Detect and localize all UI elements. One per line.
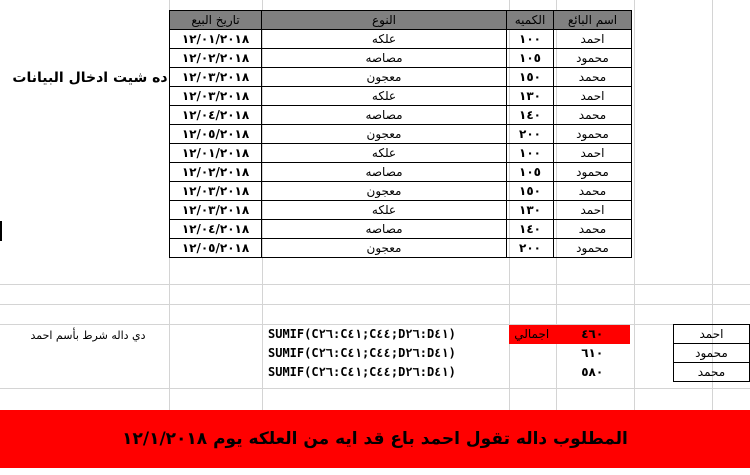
table-row	[170, 182, 632, 201]
cell-type[interactable]: علكه	[262, 144, 507, 163]
seller-name-cell[interactable]: محمود	[673, 344, 749, 363]
cell-type[interactable]: مصاصه	[262, 220, 507, 239]
cell-cursor	[0, 221, 2, 241]
cell-date[interactable]: ١٢/٠٣/٢٠١٨	[170, 87, 262, 106]
summary-row	[262, 344, 750, 363]
task-banner	[0, 410, 750, 468]
cell-qty[interactable]: ٢٠٠	[507, 125, 554, 144]
table-header-row	[170, 11, 632, 30]
cell-qty[interactable]: ٢٠٠	[507, 239, 554, 258]
task-banner-text: المطلوب داله تقول احمد باع قد ايه من العلكه يوم ١٢/١/٢٠١٨	[122, 429, 628, 449]
table-row	[170, 68, 632, 87]
sumif-note: دي داله شرط بأسم احمد	[30, 329, 146, 342]
formula-cell[interactable]: SUMIF(C٢٦:C٤١;C٤٤;D٢٦:D٤١)	[268, 327, 456, 341]
cell-date[interactable]: ١٢/٠٥/٢٠١٨	[170, 125, 262, 144]
table-row	[170, 87, 632, 106]
cell-qty[interactable]: ١٣٠	[507, 87, 554, 106]
empty-cell[interactable]	[509, 363, 555, 382]
cell-date[interactable]: ١٢/٠٥/٢٠١٨	[170, 239, 262, 258]
table-row	[170, 144, 632, 163]
cell-qty[interactable]: ١٠٠	[507, 30, 554, 49]
summary-row	[262, 325, 750, 344]
table-row	[170, 163, 632, 182]
cell-type[interactable]: معجون	[262, 239, 507, 258]
cell-seller[interactable]: محمد	[554, 182, 632, 201]
cell-type[interactable]: معجون	[262, 68, 507, 87]
empty-cell[interactable]	[630, 363, 674, 382]
empty-cell[interactable]	[509, 344, 555, 363]
cell-date[interactable]: ١٢/٠٢/٢٠١٨	[170, 163, 262, 182]
cell-qty[interactable]: ١٣٠	[507, 201, 554, 220]
cell-seller[interactable]: احمد	[554, 144, 632, 163]
cell-qty[interactable]: ١٠٥	[507, 163, 554, 182]
cell-seller[interactable]: محمد	[554, 220, 632, 239]
header-seller[interactable]: اسم البائع	[554, 11, 632, 30]
empty-cell[interactable]	[630, 344, 674, 363]
table-row	[170, 30, 632, 49]
cell-date[interactable]: ١٢/٠١/٢٠١٨	[170, 30, 262, 49]
cell-date[interactable]: ١٢/٠٣/٢٠١٨	[170, 182, 262, 201]
cell-qty[interactable]: ١٤٠	[507, 106, 554, 125]
cell-seller[interactable]: محمود	[554, 239, 632, 258]
cell-seller[interactable]: محمود	[554, 125, 632, 144]
header-type[interactable]: النوع	[262, 11, 507, 30]
cell-seller[interactable]: احمد	[554, 201, 632, 220]
cell-type[interactable]: معجون	[262, 125, 507, 144]
total-value-cell[interactable]: ٦١٠	[581, 346, 604, 360]
summary-row	[262, 363, 750, 382]
cell-seller[interactable]: محمود	[554, 163, 632, 182]
formula-cell[interactable]: SUMIF(C٢٦:C٤١;C٤٤;D٢٦:D٤١)	[268, 365, 456, 379]
summary-table	[262, 324, 750, 382]
cell-date[interactable]: ١٢/٠٤/٢٠١٨	[170, 220, 262, 239]
cell-qty[interactable]: ١٠٥	[507, 49, 554, 68]
table-row	[170, 49, 632, 68]
cell-date[interactable]: ١٢/٠٣/٢٠١٨	[170, 68, 262, 87]
cell-date[interactable]: ١٢/٠٤/٢٠١٨	[170, 106, 262, 125]
cell-seller[interactable]: احمد	[554, 87, 632, 106]
cell-type[interactable]: علكه	[262, 201, 507, 220]
cell-qty[interactable]: ١٠٠	[507, 144, 554, 163]
header-qty[interactable]: الكميه	[507, 11, 554, 30]
sheet-note: ده شيت ادخال البيانات	[12, 70, 168, 86]
cell-type[interactable]: علكه	[262, 87, 507, 106]
cell-qty[interactable]: ١٥٠	[507, 68, 554, 87]
table-row	[170, 239, 632, 258]
total-value-cell[interactable]: ٥٨٠	[581, 365, 604, 379]
sales-table	[169, 10, 632, 258]
cell-type[interactable]: مصاصه	[262, 106, 507, 125]
cell-qty[interactable]: ١٥٠	[507, 182, 554, 201]
header-date[interactable]: تاريخ البيع	[170, 11, 262, 30]
empty-cell[interactable]	[630, 325, 674, 344]
cell-seller[interactable]: محمود	[554, 49, 632, 68]
table-row	[170, 220, 632, 239]
cell-type[interactable]: مصاصه	[262, 163, 507, 182]
formula-cell[interactable]: SUMIF(C٢٦:C٤١;C٤٤;D٢٦:D٤١)	[268, 346, 456, 360]
table-row	[170, 125, 632, 144]
cell-type[interactable]: مصاصه	[262, 49, 507, 68]
total-value-cell[interactable]: ٤٦٠	[555, 325, 630, 344]
cell-seller[interactable]: محمد	[554, 68, 632, 87]
cell-qty[interactable]: ١٤٠	[507, 220, 554, 239]
cell-seller[interactable]: احمد	[554, 30, 632, 49]
total-label-cell[interactable]: اجمالي	[509, 325, 555, 344]
cell-date[interactable]: ١٢/٠١/٢٠١٨	[170, 144, 262, 163]
seller-name-cell[interactable]: احمد	[673, 325, 749, 344]
cell-type[interactable]: علكه	[262, 30, 507, 49]
cell-seller[interactable]: محمد	[554, 106, 632, 125]
seller-name-cell[interactable]: محمد	[673, 363, 749, 382]
table-row	[170, 106, 632, 125]
cell-date[interactable]: ١٢/٠٣/٢٠١٨	[170, 201, 262, 220]
table-row	[170, 201, 632, 220]
cell-type[interactable]: معجون	[262, 182, 507, 201]
cell-date[interactable]: ١٢/٠٢/٢٠١٨	[170, 49, 262, 68]
